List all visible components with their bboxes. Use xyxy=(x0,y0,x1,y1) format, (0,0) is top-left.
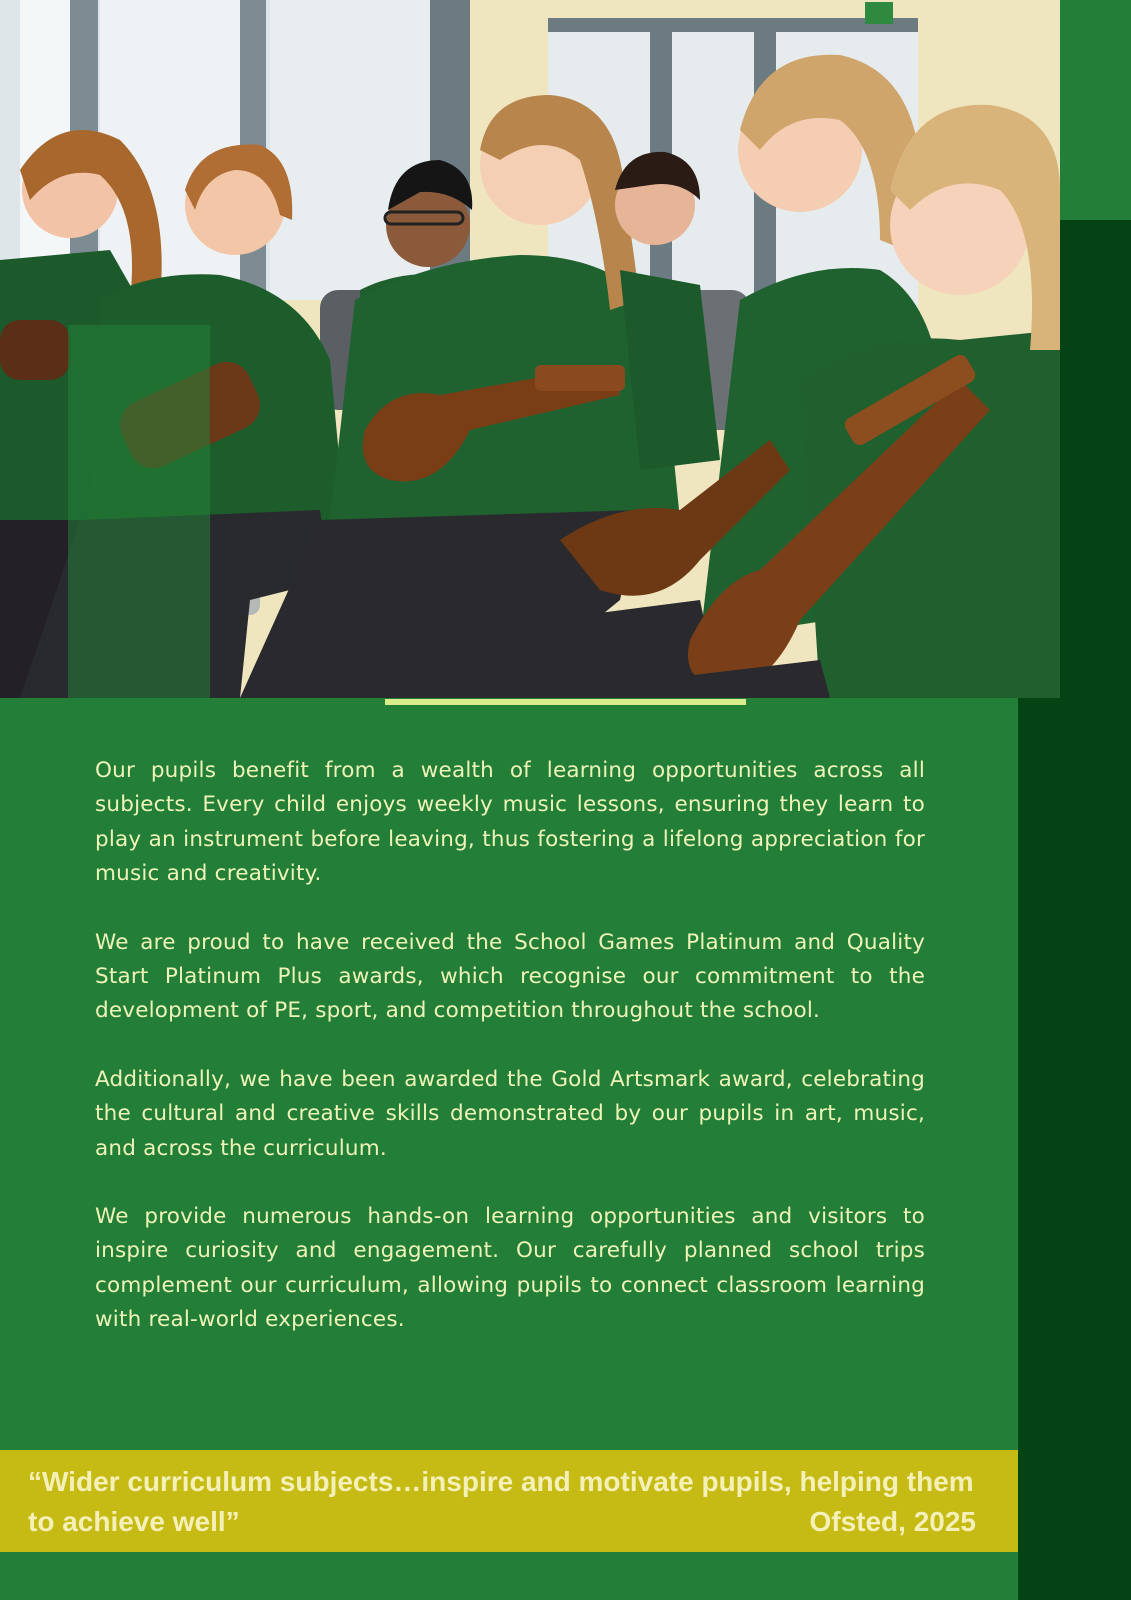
right-top-accent-block xyxy=(1060,0,1131,220)
quote-text: “Wider curriculum subjects…inspire and motivate pupils, helping them to achieve well” xyxy=(28,1466,974,1537)
body-text xyxy=(95,754,925,1372)
paragraph-artsmark: Additionally, we have been awarded the Gold Artsmark award, celebrating the cultural and creative skills demonstrated by our pupils in art, music, and across the curriculum. xyxy=(95,1066,925,1161)
paragraph-music: Our pupils benefit from a wealth of learning opportunities across all subjects. Every child enjoys weekly music lessons, ensuring they learn to play an instrument before leaving, thus fostering a lifelong appreciation for music and creativity. xyxy=(95,758,925,887)
paragraph-sport-awards: We are proud to have received the School Games Platinum and Quality Start Platinum Plus awards, which recognise our commitment to the development of PE, sport, and competition throughout the school. xyxy=(95,929,925,1024)
quote-attribution: Ofsted, 2025 xyxy=(809,1506,976,1537)
ofsted-quote-bar xyxy=(0,1450,1018,1552)
header-photo xyxy=(0,0,1060,698)
accent-divider-line xyxy=(385,699,746,705)
paragraph-trips: We provide numerous hands-on learning opportunities and visitors to inspire curiosity and engagement. Our carefully planned school trips complement our curriculum, allowing pupils to connect classroom learning with real-world experiences. xyxy=(95,1204,925,1333)
